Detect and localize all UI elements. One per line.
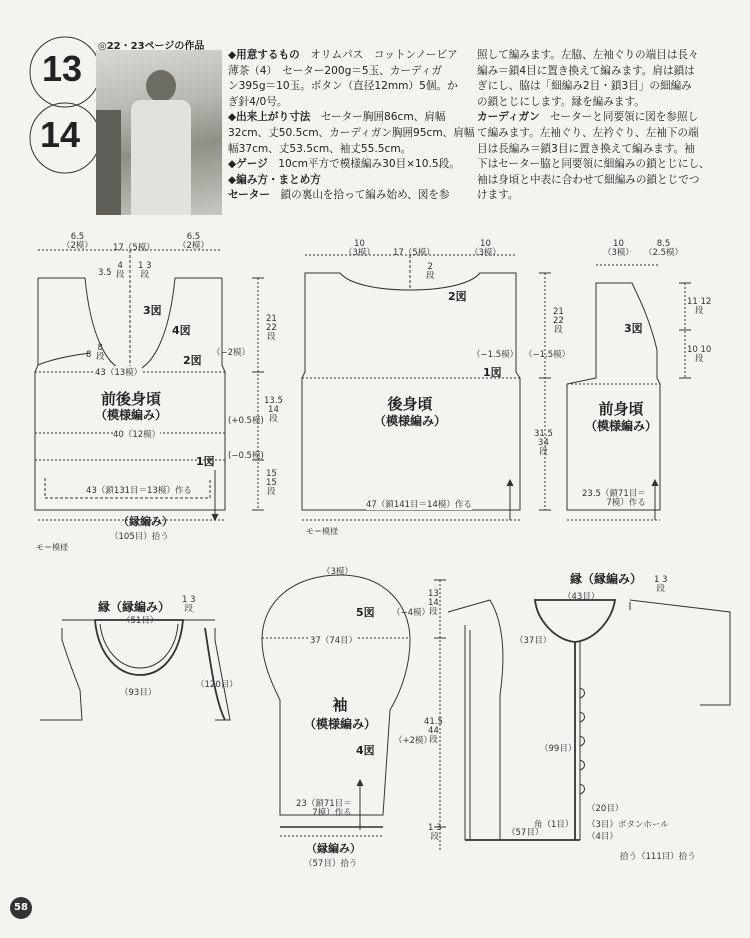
instruction-line bbox=[228, 48, 458, 64]
instruction-heading: カーディガン bbox=[477, 111, 540, 124]
ce-title: 縁（縁編み） bbox=[570, 572, 643, 586]
fb-height-3: 15 15 段 bbox=[266, 469, 277, 497]
fr-pattern: （模様編み） bbox=[584, 419, 657, 433]
fb-neck-side: 1 3 段 bbox=[138, 261, 152, 280]
bb-neck-rows: 2 段 bbox=[426, 262, 435, 281]
instruction-text: 編み＝鎖4目に置き換えて編みます。肩は鎖は bbox=[477, 64, 695, 77]
instruction-heading: ◆編み方・まとめ方 bbox=[228, 173, 321, 186]
instruction-text: 鎖の裏山を拾って編み始め、図を参 bbox=[269, 189, 450, 202]
fb-diagram-1: 1図 bbox=[196, 455, 215, 468]
fb-diagram-3: 3図 bbox=[143, 304, 162, 317]
instruction-text: 袖は身頃と中表に合わせて細編みの鎖とじでつ bbox=[477, 173, 700, 186]
fb-diagram-2: 2図 bbox=[183, 354, 202, 367]
instruction-line bbox=[477, 126, 699, 142]
fb-dart-cm: 8 bbox=[86, 350, 92, 360]
back-body-outline bbox=[302, 273, 520, 510]
sl-plus2: （+2模） bbox=[394, 736, 433, 746]
sl-height-3: 1 3 段 bbox=[428, 823, 442, 842]
fb-neck-depth: 3.5 bbox=[98, 268, 112, 278]
page-number: 58 bbox=[14, 902, 28, 913]
fr-diagram-3: 3図 bbox=[624, 322, 643, 335]
sl-width-37: 37（74目） bbox=[310, 636, 358, 646]
sl-height-2: 41.5 44 段 bbox=[424, 717, 443, 745]
instruction-line bbox=[228, 188, 450, 204]
instruction-line bbox=[477, 95, 645, 111]
fb-height-1: 21 22 段 bbox=[266, 314, 277, 342]
instruction-line bbox=[477, 157, 710, 173]
ce-bottom-111: 拾う（111目）拾う bbox=[620, 852, 696, 862]
instruction-line bbox=[228, 95, 287, 111]
ce-buttonhole: （3目）ボタンホール bbox=[587, 820, 669, 830]
fb-top-left-dim: 6.5 （2模） bbox=[62, 232, 93, 251]
bb-top-right-dim: 10 （3模） bbox=[470, 239, 501, 258]
sl-pattern: （模様編み） bbox=[303, 717, 376, 731]
sl-diagram-5: 5図 bbox=[356, 606, 375, 619]
ce-neck: （43目） bbox=[563, 592, 600, 602]
bb-top-mid-dim: 17（5模） bbox=[393, 248, 435, 258]
instruction-text: ン395g＝10玉。ボタン（直径12mm）5個。か bbox=[228, 80, 458, 93]
se-rows: 1 3 段 bbox=[182, 595, 196, 614]
sl-bottom-chain: 23（鎖71目＝ 7模）作る bbox=[296, 799, 352, 818]
instruction-line bbox=[477, 173, 699, 189]
se-neck-2: （93目） bbox=[120, 688, 157, 698]
fb-width-40: 40（12模） bbox=[113, 430, 161, 440]
instruction-text: 10cm平方で模様編み30目×10.5段。 bbox=[267, 158, 460, 171]
fb-edge-label: （縁編み） bbox=[118, 515, 173, 528]
bb-minus15-right: （−1.5模） bbox=[524, 350, 571, 360]
fb-height-2: 13.5 14 段 bbox=[264, 396, 283, 424]
instruction-line bbox=[228, 79, 458, 95]
instruction-text: の鎖とじにします。縁を編みます。 bbox=[477, 95, 645, 108]
instruction-line bbox=[477, 64, 695, 80]
ce-rows: 1 3 段 bbox=[654, 575, 668, 594]
fb-dart-rows: 8 段 bbox=[96, 343, 105, 362]
instruction-line bbox=[477, 142, 695, 158]
ce-bottom-57: （57目） bbox=[507, 828, 544, 838]
fr-height-1: 11 12 段 bbox=[687, 297, 712, 316]
sweater-edge-left bbox=[40, 628, 82, 720]
instruction-line bbox=[477, 188, 519, 204]
fr-top-left-dim: 10 （3模） bbox=[603, 239, 634, 258]
ce-low: （20目） bbox=[587, 804, 624, 814]
fb-top-mid-dim: 17（5模） bbox=[113, 243, 155, 253]
instruction-line bbox=[477, 79, 692, 95]
ce-side: （37目） bbox=[515, 636, 552, 646]
sl-edge-pick: （57目）拾う bbox=[304, 859, 358, 869]
instruction-text: オリムパス コットンノービア bbox=[299, 49, 458, 61]
sl-title: 袖 bbox=[332, 696, 348, 714]
fb-legend: モ＝模様 bbox=[36, 543, 68, 552]
instruction-heading: セーター bbox=[228, 189, 270, 202]
instruction-text: 32cm、丈50.5cm、カーディガン胸囲95cm、肩幅 bbox=[228, 127, 475, 139]
fb-pattern: （模様編み） bbox=[94, 408, 167, 422]
cardigan-outline-left bbox=[448, 600, 575, 840]
instruction-heading: ◆ゲージ bbox=[228, 158, 268, 171]
fr-title: 前身頃 bbox=[598, 400, 644, 418]
fb-diagram-4: 4図 bbox=[172, 324, 191, 337]
se-armhole: （120目） bbox=[196, 680, 238, 690]
instruction-text: セーターと同要領に図を参照し bbox=[539, 111, 699, 124]
bb-diagram-1: 1図 bbox=[483, 366, 502, 379]
fr-bottom-chain: 23.5（鎖71目＝ 7模）作る bbox=[582, 489, 646, 508]
instruction-line bbox=[477, 48, 699, 64]
instruction-line bbox=[228, 126, 474, 142]
instruction-line bbox=[228, 157, 460, 173]
fr-height-2: 10 10 段 bbox=[687, 345, 712, 364]
se-title: 縁（縁編み） bbox=[98, 600, 171, 614]
bb-diagram-2: 2図 bbox=[448, 290, 467, 303]
instruction-text: 下はセーター脇と同要領に細編みの鎖とじにし、 bbox=[477, 158, 710, 171]
instruction-line bbox=[228, 110, 445, 126]
instruction-line bbox=[477, 110, 698, 126]
instruction-heading: ◆用意するもの bbox=[228, 49, 300, 61]
fb-top-right-dim: 6.5 （2模） bbox=[178, 232, 209, 251]
instruction-text: ぎにし、脇は「細編み2目・鎖3目」の細編み bbox=[477, 80, 692, 93]
model-photo bbox=[96, 50, 222, 215]
bb-height-1: 21 22 段 bbox=[553, 307, 564, 335]
instruction-heading: ◆出来上がり寸法 bbox=[228, 111, 311, 124]
instruction-text: 目は長編み＝鎖3目に置き換えて編みます。袖 bbox=[477, 142, 695, 155]
bb-bottom-chain: 47（鎖141目＝14模）作る bbox=[366, 500, 472, 510]
fb-neck-rows: 4 段 bbox=[116, 261, 125, 280]
fb-title: 前後身頃 bbox=[100, 390, 161, 408]
fb-plus05: (+0.5模) bbox=[228, 416, 264, 426]
sl-minus4: （−4模） bbox=[392, 608, 431, 618]
sl-diagram-4: 4図 bbox=[356, 744, 375, 757]
pattern-number-13: 13 bbox=[42, 48, 83, 89]
sl-edge-label: （縁編み） bbox=[306, 842, 361, 855]
instruction-text: 幅37cm、丈53.5cm、袖丈55.5cm。 bbox=[228, 142, 412, 155]
bb-legend: モ＝模様 bbox=[306, 527, 338, 536]
fb-bottom-chain: 43（鎖131目＝13模）作る bbox=[86, 486, 192, 496]
page-number-badge bbox=[10, 897, 32, 919]
fr-top-right-dim: 8.5 （2.5模） bbox=[644, 239, 684, 258]
ce-four: （4目） bbox=[587, 832, 618, 842]
sl-top: （3模） bbox=[322, 567, 353, 577]
fb-minus05: (−0.5模) bbox=[228, 451, 264, 461]
bb-top-left-dim: 10 （3模） bbox=[344, 239, 375, 258]
fb-edge-pick: （105目）拾う bbox=[110, 532, 169, 542]
fb-width-43: 43（13模） bbox=[95, 368, 143, 378]
bb-pattern: （模様編み） bbox=[373, 414, 446, 428]
ce-corner: 角（1目） bbox=[534, 820, 574, 830]
instruction-text: 照して編みます。左脇、左袖ぐりの端目は長々 bbox=[477, 49, 699, 61]
instruction-line bbox=[228, 173, 321, 189]
instruction-text: ぎ針4/0号。 bbox=[228, 95, 288, 108]
se-neck: （51目） bbox=[122, 616, 159, 626]
ce-front: （99目） bbox=[540, 744, 577, 754]
instruction-text: 薄茶（4） セーター200g＝5玉、カーディガ bbox=[228, 64, 442, 77]
instruction-text: て編みます。左袖ぐり、左衿ぐり、左袖下の端 bbox=[477, 127, 699, 139]
sl-height-1: 13 14 段 bbox=[428, 589, 439, 617]
bb-title: 後身頃 bbox=[387, 395, 433, 413]
instruction-text: セーター胸囲86cm、肩幅 bbox=[310, 111, 446, 124]
fb-minus2: （−2模） bbox=[212, 348, 251, 358]
instruction-text: けます。 bbox=[477, 189, 519, 202]
pattern-number-14: 14 bbox=[40, 114, 81, 155]
instruction-line bbox=[228, 142, 411, 158]
bb-minus15-left: （−1.5模） bbox=[472, 350, 519, 360]
front-body-outline bbox=[567, 283, 660, 510]
instruction-line bbox=[228, 64, 442, 80]
page-reference: ◎22・23ページの作品 bbox=[98, 41, 205, 52]
bb-height-2: 31.5 34 段 bbox=[534, 429, 553, 457]
